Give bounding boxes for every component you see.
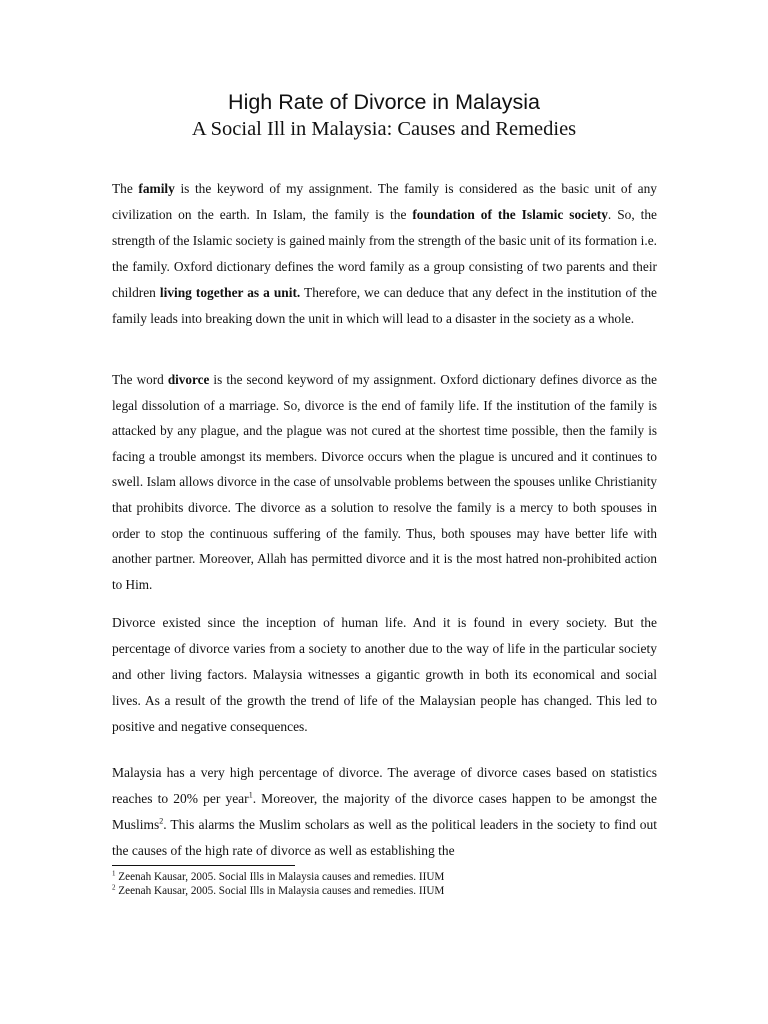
document-title: High Rate of Divorce in Malaysia: [228, 90, 540, 114]
bold-term: family: [138, 181, 175, 196]
footnote-separator: [112, 865, 295, 866]
bold-term: foundation of the Islamic society: [412, 207, 608, 222]
paragraph-text: . Moreover, the majority of the divorce cases happen to be amongst the Muslims: [112, 791, 658, 832]
footnote-number: 1: [112, 869, 116, 878]
footnote-text: Zeenah Kausar, 2005. Social Ills in Malaysia causes and remedies. IIUM: [115, 871, 445, 883]
footnote-text: Zeenah Kausar, 2005. Social Ills in Malaysia causes and remedies. IIUM: [115, 885, 445, 897]
footnote-1: [112, 870, 657, 884]
paragraph-text: The word: [112, 372, 168, 387]
footnote-ref-2[interactable]: 2: [159, 816, 164, 826]
paragraph-divorce: [112, 367, 657, 597]
paragraph-text: Therefore, we can deduce that any defect in the institution of the family leads into breaking down the unit in which will lead to a disaster in the society as a whole.: [112, 285, 657, 326]
paragraph-text: Malaysia has a very high percentage of divorce. The average of divorce cases based on statistics reaches to 20% per year: [112, 765, 657, 806]
footnotes: [112, 870, 657, 898]
paragraph-text: is the keyword of my assignment. The family is considered as the basic unit of any civilization on the earth. In Islam, the family is the: [112, 181, 657, 222]
paragraph-text: is the second keyword of my assignment. Oxford dictionary defines divorce as the legal dissolution of a marriage. So, divorce is the end of family life. If the institution of the family is attacked by any plague, and the plague was not cured at the shortest time possible, then the family is facing a trouble amongst its members. Divorce occurs when the plague is uncured and it continues to swell. Islam allows divorce in the case of unsolvable problems between the spouses unlike Christianity that prohibits divorce. The divorce as a solution to resolve the family is a mercy to both spouses in order to stop the continuous suffering of the family. Thus, both spouses may have better life with another partner. Moreover, Allah has permitted divorce and it is the most hatred non-prohibited action to Him.: [112, 372, 658, 592]
paragraph-text: The: [112, 181, 139, 196]
paragraph-text: . So, the strength of the Islamic society is gained mainly from the strength of the basic unit of its formation i.e. the family. Oxford dictionary defines the word family as a group consisting of two parents and their children: [112, 207, 657, 300]
footnote-2: [112, 884, 657, 898]
footnote-number: 2: [112, 883, 116, 892]
paragraph-text: . This alarms the Muslim scholars as well as the political leaders in the society to find out the causes of the high rate of divorce as well as establishing the: [112, 817, 657, 858]
bold-term: divorce: [167, 372, 210, 387]
footnote-ref-1[interactable]: 1: [248, 790, 253, 800]
paragraph-family: [112, 176, 657, 332]
document-subtitle: A Social Ill in Malaysia: Causes and Remedies: [191, 118, 577, 140]
bold-term: living together as a unit.: [159, 285, 301, 300]
paragraph-inception: Divorce existed since the inception of human life. And it is found in every society. But the percentage of divorce varies from a society to another due to the way of life in the particular society and other living factors. Malaysia witnesses a gigantic growth in both its economical and social lives. As a result of the growth the trend of life of the Malaysian people has changed. This led to positive and negative consequences.: [112, 615, 657, 734]
paragraph-statistics: [112, 760, 657, 864]
